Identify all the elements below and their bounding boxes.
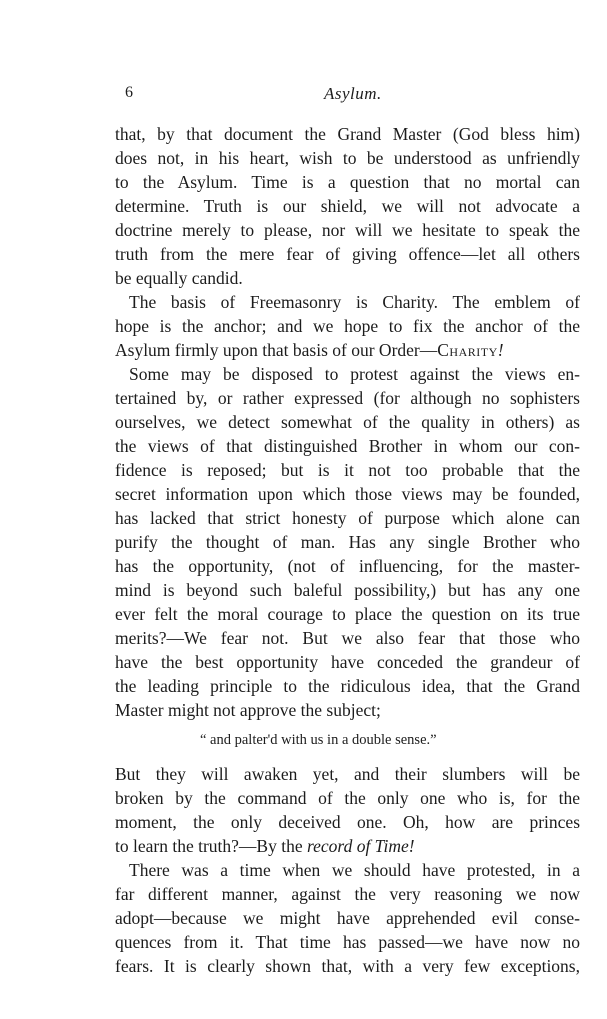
text-line: broken by the command of the only one who is, for the <box>115 788 580 808</box>
text-line: be equally candid. <box>115 268 243 288</box>
text-line: that, by that document the Grand Master (God bless him) <box>115 124 580 144</box>
running-head: Asylum. <box>324 84 382 103</box>
text-line: Some may be disposed to protest against the views en- <box>129 364 580 384</box>
text-line: has the opportunity, (not of influencing, for the master- <box>115 556 580 576</box>
text-line: doctrine merely to please, nor will we hesitate to speak the <box>115 220 580 240</box>
quotation: “ and palter'd with us in a double sense.” <box>200 732 437 748</box>
text-line: There was a time when we should have protested, in a <box>129 860 580 880</box>
text-line: Master might not approve the subject; <box>115 700 381 720</box>
page-number: 6 <box>125 84 133 101</box>
emphasis-record-of-time: record of Time! <box>306 836 415 856</box>
text-line: ourselves, we detect somewhat of the quality in others) as <box>115 412 580 432</box>
text-line: moment, the only deceived one. Oh, how are princes <box>115 812 580 832</box>
text-line: has lacked that strict honesty of purpose which alone can <box>115 508 580 528</box>
text-fragment: ! <box>497 340 504 360</box>
text-line: merits?—We fear not. But we also fear that those who <box>115 628 580 648</box>
emphasis-charity: Charity <box>437 340 498 360</box>
text-line: mind is beyond such baleful possibility,) but has any one <box>115 580 580 600</box>
text-line <box>115 834 580 858</box>
text-line: far different manner, against the very reasoning we now <box>115 884 580 904</box>
text-line: does not, in his heart, wish to be understood as unfriendly <box>115 148 580 168</box>
text-line: to the Asylum. Time is a question that no mortal can <box>115 172 580 192</box>
text-line: secret information upon which those views may be founded, <box>115 484 580 504</box>
text-line: the views of that distinguished Brother in whom our con- <box>115 436 580 456</box>
text-line: hope is the anchor; and we hope to fix the anchor of the <box>115 316 580 336</box>
text-line: purify the thought of man. Has any single Brother who <box>115 532 580 552</box>
text-line: But they will awaken yet, and their slumbers will be <box>115 764 580 784</box>
text-line: truth from the mere fear of giving offence—let all others <box>115 244 580 264</box>
text-line: have the best opportunity have conceded the grandeur of <box>115 652 580 672</box>
text-line <box>115 338 580 362</box>
text-line: The basis of Freemasonry is Charity. The emblem of <box>129 292 580 312</box>
text-line: adopt—because we might have apprehended evil conse- <box>115 908 580 928</box>
text-fragment: to learn the truth?—By the <box>115 836 307 856</box>
text-line: tertained by, or rather expressed (for although no sophisters <box>115 388 580 408</box>
text-line: determine. Truth is our shield, we will not advocate a <box>115 196 580 216</box>
text-line: fidence is reposed; but is it not too probable that the <box>115 460 580 480</box>
text-fragment: Asylum firmly upon that basis of our Order— <box>115 340 438 360</box>
text-line: the leading principle to the ridiculous idea, that the Grand <box>115 676 580 696</box>
text-line: ever felt the moral courage to place the question on its true <box>115 604 580 624</box>
page-header <box>115 82 580 112</box>
text-line: quences from it. That time has passed—we have now no <box>115 932 580 952</box>
text-line: fears. It is clearly shown that, with a very few exceptions, <box>115 956 580 976</box>
book-page <box>115 82 580 982</box>
